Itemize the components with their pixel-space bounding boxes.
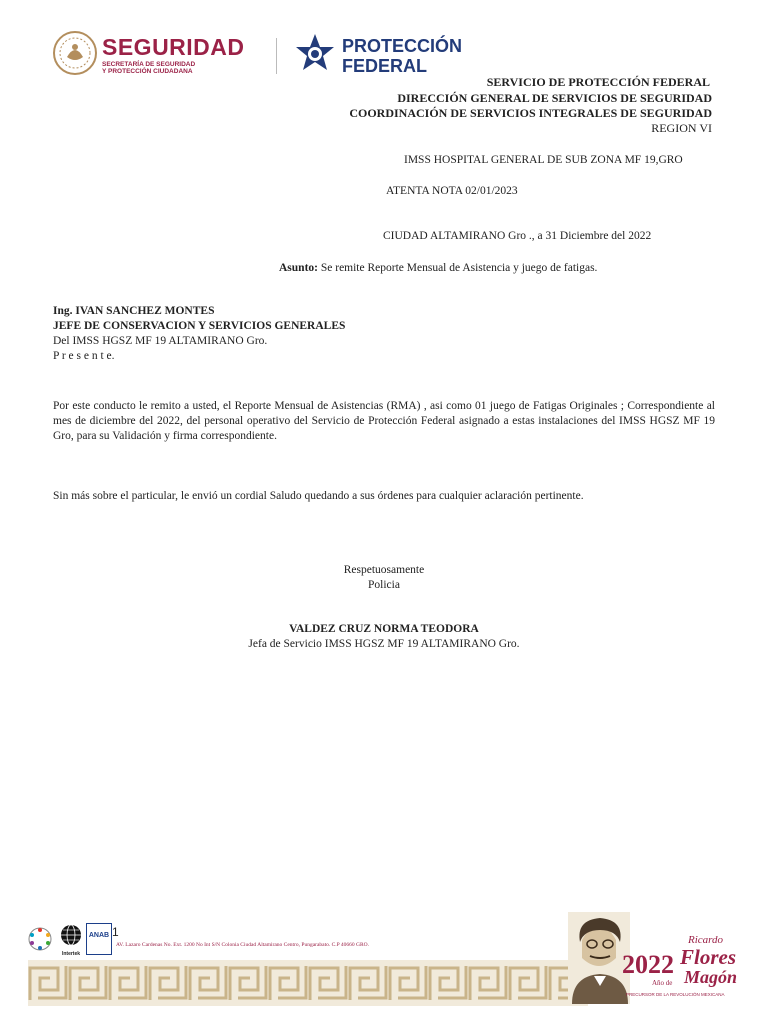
body-paragraph-1: Por este conducto le remito a usted, el Reporte Mensual de Asistencias (RMA) , asi como 01 juego de Fatigas Originales ; Correspondiente al mes de diciembre del 2022, del personal operativo del Servicio de Protección Federal asignado a estas instalaciones del IMSS HGSZ MF 19 Gro, para su Validación y firma correspondiente. — [53, 400, 715, 442]
anniversary-logo — [568, 912, 738, 1010]
anniversary-name-second: Flores — [680, 945, 737, 969]
header-region: REGION VI — [651, 121, 712, 135]
closing-regards: Respetuosamente — [343, 564, 425, 576]
footer-address: AV. Lazaro Cardenas No. Ext. 1200 No Int S/N Colonia Ciudad Altamirano Centro, Pungarabato. C.P 40660 GRO. — [116, 942, 370, 948]
certification-icon — [27, 926, 53, 952]
greca-border — [28, 960, 588, 1006]
place-date: CIUDAD ALTAMIRANO Gro ., a 31 Diciembre del 2022 — [383, 230, 652, 242]
portrait-illustration-icon — [568, 912, 630, 1004]
subject-text: Se remite Reporte Mensual de Asistencia y juego de fatigas. — [317, 262, 598, 274]
unit-name: IMSS HOSPITAL GENERAL DE SUB ZONA MF 19,GRO — [404, 154, 683, 166]
seguridad-subtitle: SECRETARÍA DE SEGURIDAD Y PROTECCIÓN CIUDADANA — [102, 61, 196, 75]
header-line3: COORDINACIÓN DE SERVICIOS INTEGRALES DE SEGURIDAD — [349, 106, 712, 120]
recipient-presente: P r e s e n t e. — [53, 350, 115, 362]
proteccion-federal-wordmark: PROTECCIÓN FEDERAL — [342, 36, 463, 76]
seguridad-logo — [52, 30, 272, 82]
signer-name: VALDEZ CRUZ NORMA TEODORA — [289, 623, 479, 635]
recipient-org: Del IMSS HGSZ MF 19 ALTAMIRANO Gro. — [53, 335, 268, 347]
recipient-title: JEFE DE CONSERVACION Y SERVICIOS GENERALES — [53, 320, 346, 332]
anniversary-name-third: Magón — [684, 967, 738, 987]
subject-line — [279, 261, 597, 276]
closing-rank: Policia — [368, 579, 400, 591]
anniversary-name-first: Ricardo — [688, 934, 724, 946]
header-line1: SERVICIO DE PROTECCIÓN FEDERAL — [486, 75, 710, 89]
anab-badge: ANAB — [86, 923, 112, 955]
logo-divider — [276, 38, 277, 74]
police-star-icon — [292, 32, 338, 78]
globe-icon — [60, 924, 82, 946]
seguridad-wordmark: SEGURIDAD — [102, 34, 245, 60]
national-shield-icon — [52, 30, 98, 76]
anniversary-year: 2022 — [622, 950, 674, 979]
anniversary-tagline: PRECURSOR DE LA REVOLUCIÓN MEXICANA — [626, 992, 725, 997]
recipient-name: Ing. IVAN SANCHEZ MONTES — [53, 305, 215, 317]
intertek-badge: Intertek — [58, 924, 84, 957]
subject-label: Asunto: — [279, 262, 318, 274]
proteccion-federal-logo — [292, 32, 482, 80]
anniversary-subtitle: Año de — [652, 979, 673, 987]
header-line2: DIRECCIÓN GENERAL DE SERVICIOS DE SEGURIDAD — [397, 91, 712, 105]
body-paragraph-2: Sin más sobre el particular, le envió un cordial Saludo quedando a sus órdenes para cualquier aclaración pertinente. — [53, 490, 584, 502]
signer-title: Jefa de Servicio IMSS HGSZ MF 19 ALTAMIRANO Gro. — [248, 638, 520, 650]
atenta-nota: ATENTA NOTA 02/01/2023 — [386, 185, 518, 197]
recipient-block — [53, 304, 345, 364]
page-number: 1 — [112, 925, 119, 939]
